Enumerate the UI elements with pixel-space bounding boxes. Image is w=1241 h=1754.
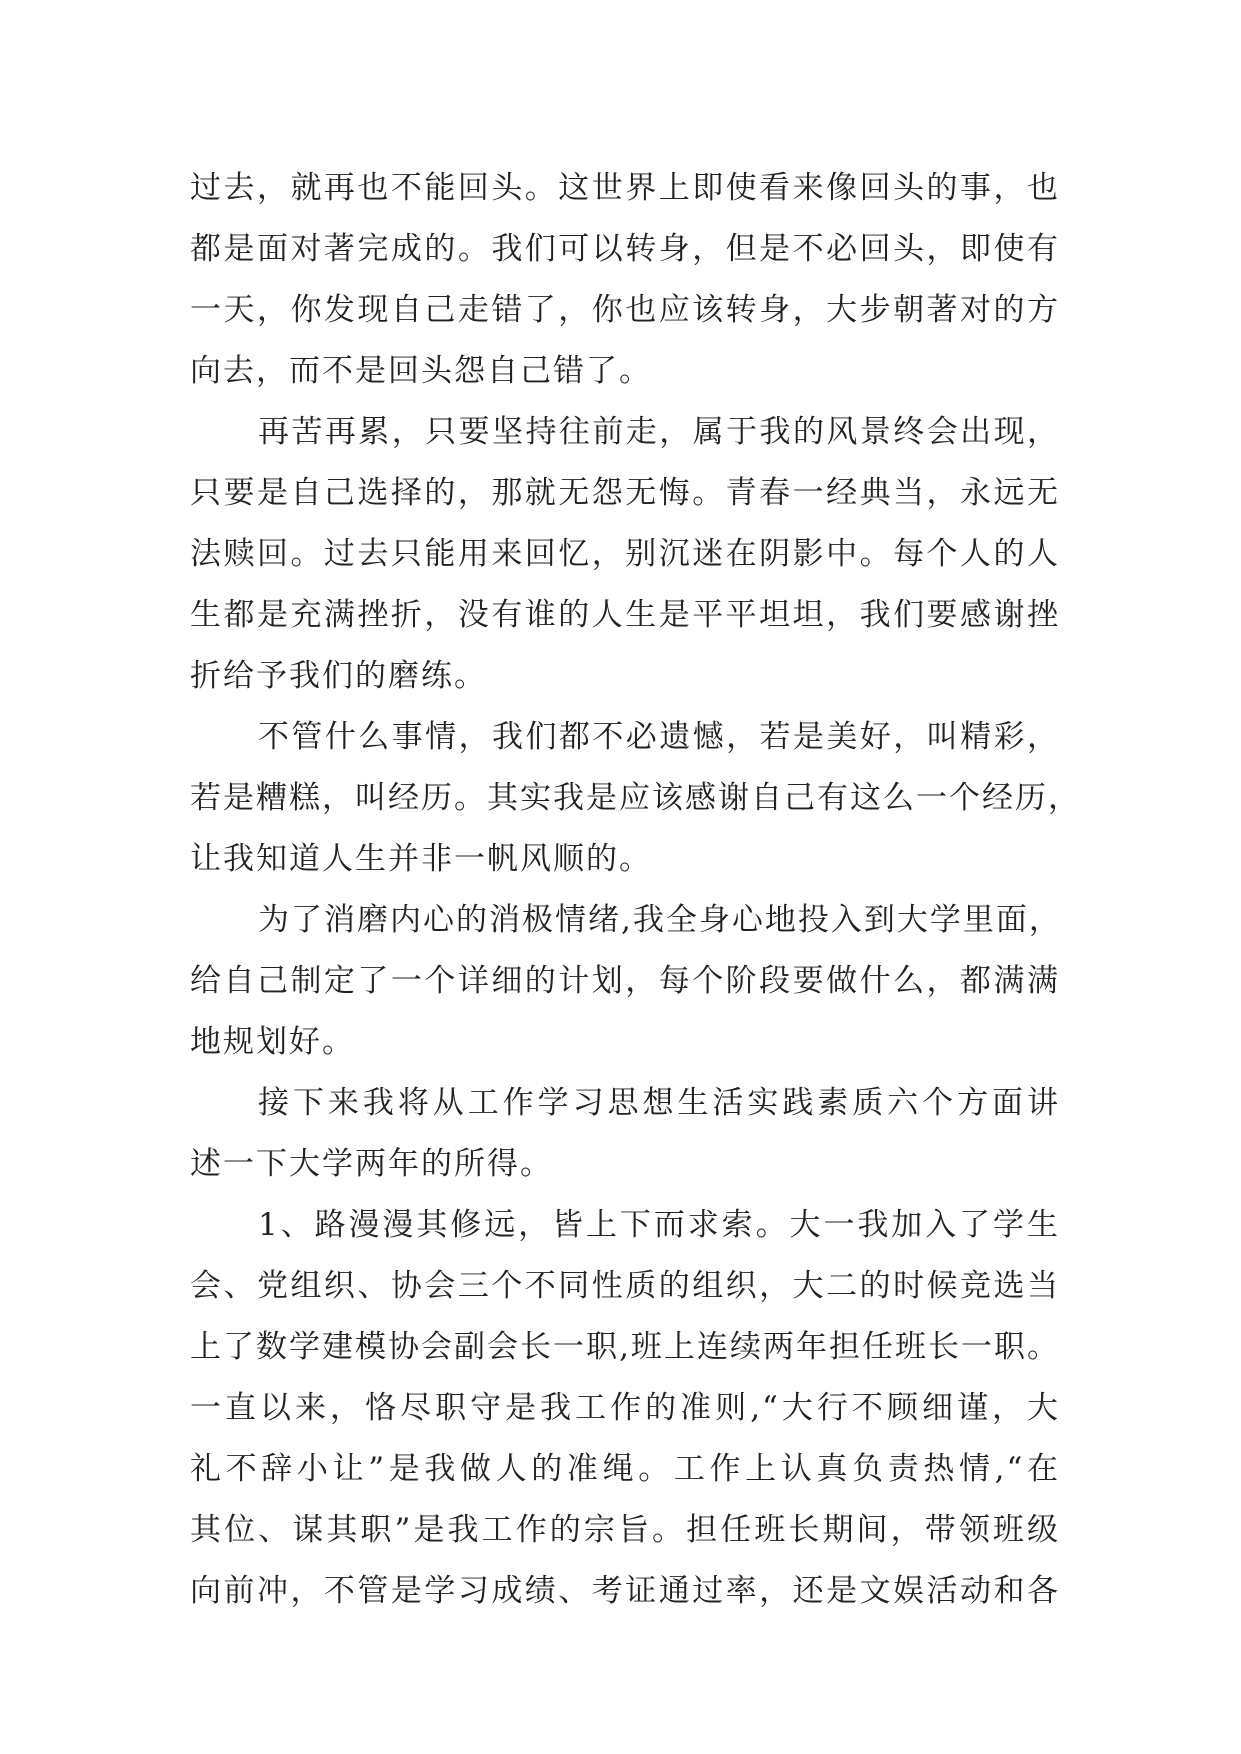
text-line: 让我知道人生并非一帆风顺的。 <box>190 841 652 877</box>
text-line: 给自己制定了一个详细的计划，每个阶段要做什么，都满满 <box>190 963 1060 999</box>
text-line: 述一下大学两年的所得。 <box>190 1146 553 1182</box>
text-line: 一天，你发现自己走错了，你也应该转身，大步朝著对的方 <box>190 292 1060 328</box>
text-line: 过去，就再也不能回头。这世界上即使看来像回头的事，也 <box>190 170 1060 206</box>
text-line: 折给予我们的磨练。 <box>190 658 487 694</box>
text-line: 会、党组织、协会三个不同性质的组织，大二的时候竞选当 <box>190 1268 1060 1304</box>
text-line: 为了消磨内心的消极情绪,我全身心地投入到大学里面， <box>258 902 1062 938</box>
text-line: 其位、谋其职”是我工作的宗旨。担任班长期间，带领班级 <box>190 1512 1060 1548</box>
text-line: 接下来我将从工作学习思想生活实践素质六个方面讲 <box>258 1085 1060 1121</box>
text-line: 若是糟糕，叫经历。其实我是应该感谢自己有这么一个经历， <box>190 780 1081 816</box>
text-line: 地规划好。 <box>190 1024 355 1060</box>
paragraph <box>190 402 1060 707</box>
text-line: 向去，而不是回头怨自己错了。 <box>190 353 652 389</box>
text-line: 礼不辞小让”是我做人的准绳。工作上认真负责热情,“在 <box>190 1451 1060 1487</box>
paragraph <box>190 1073 1060 1195</box>
paragraph <box>190 1195 1060 1622</box>
text-line: 再苦再累，只要坚持往前走，属于我的风景终会出现， <box>258 414 1060 450</box>
text-line: 向前冲，不管是学习成绩、考证通过率，还是文娱活动和各 <box>190 1573 1060 1609</box>
text-line: 1、路漫漫其修远，皆上下而求索。大一我加入了学生 <box>258 1207 1060 1243</box>
paragraph <box>190 158 1060 402</box>
text-line: 都是面对著完成的。我们可以转身，但是不必回头，即使有 <box>190 231 1060 267</box>
text-line: 法赎回。过去只能用来回忆，别沉迷在阴影中。每个人的人 <box>190 536 1060 572</box>
text-line: 上了数学建模协会副会长一职,班上连续两年担任班长一职。 <box>190 1329 1060 1365</box>
text-line: 不管什么事情，我们都不必遗憾，若是美好，叫精彩， <box>258 719 1060 755</box>
text-line: 一直以来，恪尽职守是我工作的准则,“大行不顾细谨，大 <box>190 1390 1060 1426</box>
document-body <box>190 158 1081 1622</box>
text-line: 生都是充满挫折，没有谁的人生是平平坦坦，我们要感谢挫 <box>190 597 1060 633</box>
paragraph <box>190 707 1081 890</box>
paragraph <box>190 890 1060 1073</box>
text-line: 只要是自己选择的，那就无怨无悔。青春一经典当，永远无 <box>190 475 1060 511</box>
